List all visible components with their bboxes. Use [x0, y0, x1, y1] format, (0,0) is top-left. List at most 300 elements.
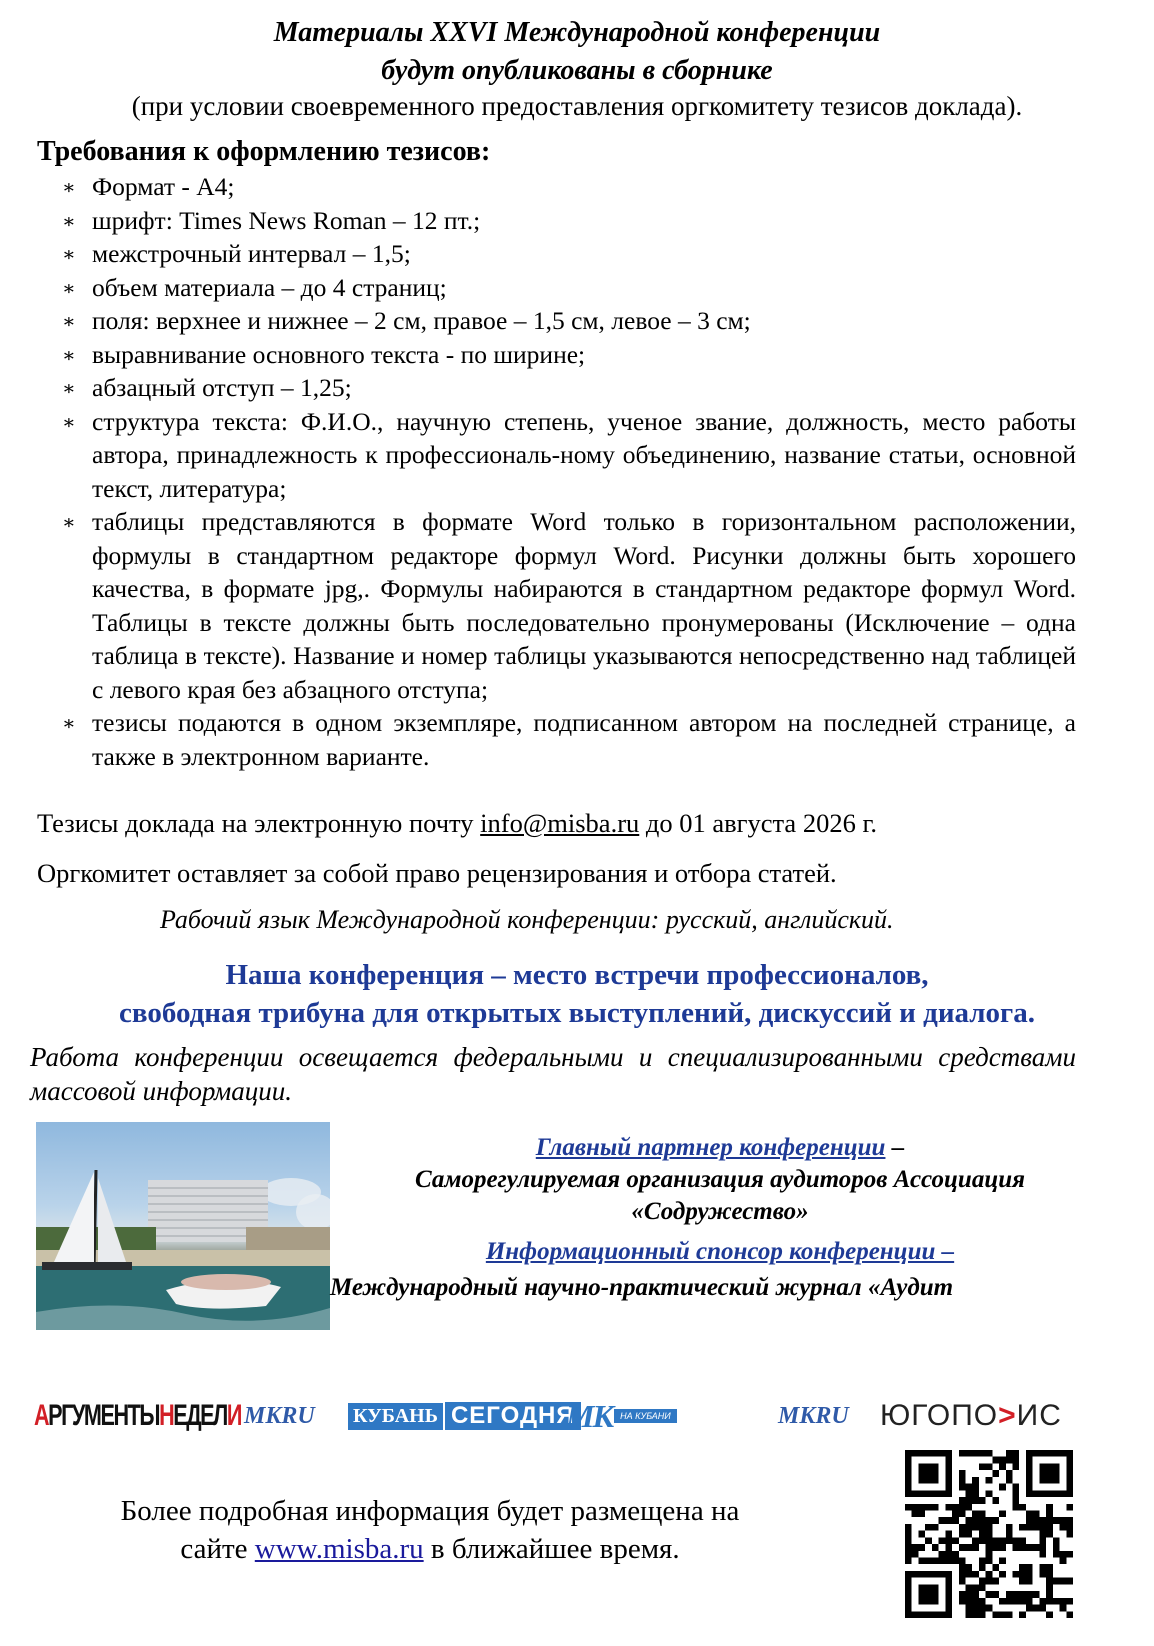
qr-module	[1039, 1490, 1046, 1497]
qr-module	[992, 1611, 999, 1618]
qr-module	[925, 1558, 932, 1565]
qr-module	[972, 1598, 979, 1605]
qr-module	[965, 1598, 972, 1605]
main-partner-link[interactable]: Главный партнер конференции	[535, 1134, 886, 1161]
qr-module	[986, 1450, 993, 1457]
qr-module	[905, 1470, 912, 1477]
qr-module	[992, 1457, 999, 1464]
review-note: Оргкомитет оставляет за собой право рецензирования и отбора статей.	[37, 858, 837, 888]
qr-module	[1053, 1470, 1060, 1477]
website-link[interactable]: www.misba.ru	[254, 1533, 424, 1565]
qr-module	[965, 1524, 972, 1531]
qr-module	[1026, 1457, 1033, 1464]
qr-module	[1046, 1564, 1053, 1571]
qr-module	[905, 1571, 912, 1578]
qr-module	[1046, 1611, 1053, 1618]
qr-module	[1039, 1571, 1046, 1578]
qr-module	[1013, 1591, 1020, 1598]
qr-module	[1060, 1605, 1067, 1612]
qr-module	[1066, 1504, 1073, 1511]
header-line-1: Материалы XXVI Международной конференции	[273, 17, 881, 48]
info-sponsor-link[interactable]: Информационный спонсор конференции –	[485, 1238, 955, 1265]
qr-module	[979, 1564, 986, 1571]
qr-module	[1033, 1517, 1040, 1524]
qr-module	[999, 1463, 1006, 1470]
header-line-2: будут опубликованы в сборнике	[381, 55, 773, 86]
qr-module	[1013, 1490, 1020, 1497]
qr-module	[905, 1584, 912, 1591]
qr-module	[945, 1463, 952, 1470]
qr-module	[1039, 1537, 1046, 1544]
qr-module	[1006, 1531, 1013, 1538]
qr-module	[1039, 1524, 1046, 1531]
slogan-line-1: Наша конференция – место встречи профессионалов,	[225, 959, 929, 991]
qr-module	[905, 1457, 912, 1464]
qr-module	[905, 1551, 912, 1558]
requirement-text: Формат - А4;	[92, 172, 235, 201]
qr-module	[1033, 1544, 1040, 1551]
qr-module	[1046, 1584, 1053, 1591]
qr-module	[918, 1611, 925, 1618]
qr-module	[1026, 1598, 1033, 1605]
qr-module	[945, 1517, 952, 1524]
qr-module	[979, 1558, 986, 1565]
bullet-asterisk-icon: ∗	[62, 277, 76, 300]
requirement-text: тезисы подаются в одном экземпляре, подписанном автором на последней странице, а также в электронном варианте.	[92, 708, 1076, 771]
qr-module	[965, 1571, 972, 1578]
qr-module	[959, 1484, 966, 1491]
qr-module	[905, 1598, 912, 1605]
qr-module	[912, 1544, 919, 1551]
requirement-text: абзацный отступ – 1,25;	[92, 373, 352, 402]
qr-module	[932, 1470, 939, 1477]
qr-module	[1046, 1490, 1053, 1497]
qr-module	[905, 1611, 912, 1618]
qr-module	[918, 1510, 925, 1517]
qr-module	[979, 1537, 986, 1544]
qr-module	[972, 1490, 979, 1497]
qr-module	[945, 1544, 952, 1551]
qr-module	[912, 1504, 919, 1511]
qr-module	[1039, 1598, 1046, 1605]
qr-module	[986, 1477, 993, 1484]
media-note: Работа конференции освещается федеральными и специализированными средствами массовой информации.	[30, 1042, 1076, 1106]
qr-module	[972, 1537, 979, 1544]
qr-module	[932, 1544, 939, 1551]
qr-module	[1066, 1551, 1073, 1558]
requirement-item	[62, 338, 1076, 372]
qr-module	[1053, 1463, 1060, 1470]
requirement-item	[62, 204, 1076, 238]
qr-module	[905, 1490, 912, 1497]
qr-module	[992, 1497, 999, 1504]
qr-module	[905, 1544, 912, 1551]
qr-module	[959, 1564, 966, 1571]
qr-module	[972, 1611, 979, 1618]
qr-module	[1019, 1611, 1026, 1618]
qr-module	[1060, 1524, 1067, 1531]
qr-module	[952, 1510, 959, 1517]
qr-module	[1033, 1605, 1040, 1612]
qr-module	[905, 1504, 912, 1511]
qr-module	[1060, 1551, 1067, 1558]
qr-module	[952, 1558, 959, 1565]
qr-module	[1006, 1598, 1013, 1605]
qr-module	[1033, 1524, 1040, 1531]
qr-module	[1026, 1470, 1033, 1477]
bullet-asterisk-icon: ∗	[62, 210, 76, 233]
bullet-asterisk-icon: ∗	[62, 177, 76, 199]
bullet-asterisk-icon: ∗	[62, 244, 76, 266]
requirement-text: объем материала – до 4 страниц;	[92, 272, 447, 302]
qr-module	[959, 1558, 966, 1565]
qr-module	[1066, 1477, 1073, 1484]
qr-module	[1026, 1544, 1033, 1551]
requirement-text: структура текста: Ф.И.О., научную степень, ученое звание, должность, место работы автора, принадлежность к профессиональ-ному объединению, название статьи, основной текст, литература;	[92, 406, 1076, 503]
qr-module	[986, 1517, 993, 1524]
qr-module	[1053, 1544, 1060, 1551]
footer-line-1: Более подробная информация будет размещена на	[120, 1495, 740, 1527]
qr-module	[945, 1591, 952, 1598]
qr-module	[1039, 1517, 1046, 1524]
qr-module	[1066, 1470, 1073, 1477]
qr-module	[979, 1531, 986, 1538]
qr-module	[992, 1517, 999, 1524]
qr-module	[979, 1598, 986, 1605]
logo-mk-na-kubani: МК НА КУБАНИ	[566, 1398, 677, 1434]
qr-module	[925, 1584, 932, 1591]
qr-module	[1006, 1591, 1013, 1598]
qr-module	[1060, 1598, 1067, 1605]
qr-module	[932, 1477, 939, 1484]
qr-module	[965, 1531, 972, 1538]
requirement-text: межстрочный интервал – 1,5;	[92, 239, 411, 268]
qr-module	[1039, 1477, 1046, 1484]
qr-module	[939, 1537, 946, 1544]
qr-module	[959, 1477, 966, 1484]
qr-module	[986, 1591, 993, 1598]
qr-module	[1026, 1517, 1033, 1524]
qr-module	[965, 1584, 972, 1591]
qr-module	[1013, 1571, 1020, 1578]
qr-module	[952, 1504, 959, 1511]
requirement-text: таблицы представляются в формате Word только в горизонтальном расположении, формулы в стандартном редакторе формул Word. Рисунки должны быть хорошего качества, в формате jpg,. Формулы набираются в стандартном редакторе формул Word. Таблицы в тексте должны быть последовательно пронумерованы (Исключение – одна таблица в тексте). Название и номер таблицы указываются непосредственно над таблицей с левого края без абзацного отступа;	[92, 507, 1076, 704]
qr-module	[1039, 1551, 1046, 1558]
qr-module	[1046, 1517, 1053, 1524]
qr-module	[959, 1571, 966, 1578]
qr-module	[945, 1611, 952, 1618]
qr-module	[932, 1558, 939, 1565]
qr-module	[1019, 1544, 1026, 1551]
qr-module	[1053, 1477, 1060, 1484]
qr-module	[932, 1611, 939, 1618]
requirements-list	[62, 170, 1076, 773]
qr-module	[1013, 1450, 1020, 1457]
qr-module	[945, 1578, 952, 1585]
qr-module	[965, 1544, 972, 1551]
qr-module	[1066, 1517, 1073, 1524]
qr-module	[1026, 1605, 1033, 1612]
slogan	[0, 956, 1154, 1032]
qr-module	[986, 1463, 993, 1470]
qr-module	[965, 1450, 972, 1457]
requirement-item	[62, 170, 1076, 204]
qr-module	[1033, 1510, 1040, 1517]
qr-module	[945, 1551, 952, 1558]
qr-module	[992, 1470, 999, 1477]
qr-module	[1026, 1477, 1033, 1484]
qr-module	[939, 1558, 946, 1565]
requirement-item	[62, 304, 1076, 338]
qr-module	[918, 1470, 925, 1477]
qr-module	[918, 1504, 925, 1511]
qr-module	[1026, 1510, 1033, 1517]
qr-module	[992, 1537, 999, 1544]
qr-module	[959, 1544, 966, 1551]
qr-module	[986, 1531, 993, 1538]
qr-module	[925, 1477, 932, 1484]
qr-module	[1060, 1450, 1067, 1457]
qr-module	[932, 1584, 939, 1591]
bullet-asterisk-icon: ∗	[62, 311, 76, 333]
qr-module	[918, 1571, 925, 1578]
qr-module	[1066, 1578, 1073, 1585]
qr-module	[932, 1490, 939, 1497]
qr-module	[1019, 1598, 1026, 1605]
qr-module	[952, 1537, 959, 1544]
qr-module	[999, 1611, 1006, 1618]
qr-module	[965, 1517, 972, 1524]
qr-module	[905, 1477, 912, 1484]
requirements-title: Требования к оформлению тезисов:	[37, 136, 491, 167]
email-link[interactable]: info@misba.ru	[480, 808, 640, 838]
qr-code-icon[interactable]	[905, 1450, 1073, 1618]
qr-module	[945, 1598, 952, 1605]
qr-module	[905, 1524, 912, 1531]
qr-module	[925, 1470, 932, 1477]
qr-module	[945, 1571, 952, 1578]
qr-module	[939, 1551, 946, 1558]
qr-module	[1046, 1470, 1053, 1477]
submission-prefix: Тезисы доклада на электронную почту	[37, 808, 481, 838]
qr-module	[972, 1584, 979, 1591]
qr-module	[1066, 1531, 1073, 1538]
qr-module	[1006, 1450, 1013, 1457]
qr-module	[945, 1531, 952, 1538]
qr-module	[945, 1558, 952, 1565]
qr-module	[925, 1591, 932, 1598]
qr-module	[1039, 1450, 1046, 1457]
qr-module	[979, 1517, 986, 1524]
qr-module	[1039, 1531, 1046, 1538]
qr-module	[905, 1484, 912, 1491]
qr-module	[972, 1450, 979, 1457]
qr-module	[986, 1544, 993, 1551]
qr-module	[1006, 1524, 1013, 1531]
qr-module	[979, 1463, 986, 1470]
logo-mkru: MKRU	[244, 1402, 315, 1429]
qr-module	[918, 1450, 925, 1457]
qr-module	[1033, 1490, 1040, 1497]
qr-module	[912, 1450, 919, 1457]
qr-module	[979, 1605, 986, 1612]
qr-module	[918, 1591, 925, 1598]
qr-module	[1013, 1598, 1020, 1605]
qr-module	[952, 1551, 959, 1558]
qr-module	[979, 1510, 986, 1517]
qr-module	[1013, 1457, 1020, 1464]
qr-module	[1060, 1490, 1067, 1497]
qr-module	[1039, 1470, 1046, 1477]
qr-module	[986, 1551, 993, 1558]
qr-module	[1019, 1524, 1026, 1531]
qr-module	[999, 1571, 1006, 1578]
qr-module	[1006, 1470, 1013, 1477]
qr-module	[972, 1477, 979, 1484]
qr-module	[932, 1524, 939, 1531]
qr-module	[1046, 1531, 1053, 1538]
qr-module	[925, 1524, 932, 1531]
qr-module	[1046, 1504, 1053, 1511]
qr-module	[1019, 1591, 1026, 1598]
qr-module	[932, 1450, 939, 1457]
info-sponsor-name: Международный научно-практический журнал «Аудит	[330, 1274, 954, 1301]
qr-module	[939, 1490, 946, 1497]
qr-module	[979, 1524, 986, 1531]
qr-module	[939, 1450, 946, 1457]
logo-yugopolis: ЮГОПО > ИС	[880, 1399, 1062, 1432]
qr-module	[1053, 1598, 1060, 1605]
qr-module	[965, 1504, 972, 1511]
qr-module	[999, 1457, 1006, 1464]
qr-module	[1053, 1490, 1060, 1497]
qr-module	[939, 1517, 946, 1524]
header-title	[0, 14, 1154, 90]
qr-module	[918, 1490, 925, 1497]
main-partner-dash: –	[885, 1134, 905, 1161]
qr-module	[1066, 1598, 1073, 1605]
language-note: Рабочий язык Международной конференции: русский, английский.	[160, 905, 894, 934]
qr-module	[918, 1477, 925, 1484]
qr-module	[918, 1584, 925, 1591]
qr-module	[959, 1504, 966, 1511]
qr-module	[945, 1477, 952, 1484]
qr-module	[972, 1571, 979, 1578]
qr-module	[945, 1537, 952, 1544]
qr-module	[979, 1584, 986, 1591]
qr-module	[1026, 1578, 1033, 1585]
qr-module	[959, 1591, 966, 1598]
qr-module	[1039, 1605, 1046, 1612]
main-partner-name-2: «Содружество»	[631, 1198, 809, 1225]
qr-module	[1066, 1484, 1073, 1491]
qr-module	[999, 1544, 1006, 1551]
qr-module	[905, 1531, 912, 1538]
qr-module	[965, 1497, 972, 1504]
qr-module	[1013, 1463, 1020, 1470]
qr-module	[918, 1598, 925, 1605]
qr-module	[939, 1611, 946, 1618]
logo-kuban-segodnya: КУБАНЬ СЕГОДНЯ	[348, 1401, 581, 1431]
qr-module	[999, 1598, 1006, 1605]
qr-module	[905, 1537, 912, 1544]
qr-module	[1026, 1484, 1033, 1491]
qr-module	[965, 1591, 972, 1598]
qr-module	[1013, 1484, 1020, 1491]
bullet-asterisk-icon: ∗	[62, 378, 76, 400]
qr-module	[959, 1470, 966, 1477]
bullet-asterisk-icon: ∗	[62, 344, 76, 367]
qr-module	[986, 1558, 993, 1565]
qr-module	[1006, 1477, 1013, 1484]
qr-module	[1046, 1463, 1053, 1470]
qr-module	[932, 1591, 939, 1598]
qr-module	[1066, 1450, 1073, 1457]
qr-module	[1026, 1450, 1033, 1457]
qr-module	[945, 1605, 952, 1612]
qr-module	[925, 1598, 932, 1605]
qr-module	[1019, 1578, 1026, 1585]
qr-module	[972, 1591, 979, 1598]
qr-module	[932, 1598, 939, 1605]
qr-module	[1026, 1490, 1033, 1497]
qr-module	[1046, 1578, 1053, 1585]
qr-module	[1060, 1558, 1067, 1565]
requirement-text: шрифт: Times News Roman – 12 пт.;	[92, 205, 481, 235]
qr-module	[945, 1457, 952, 1464]
qr-module	[986, 1578, 993, 1585]
qr-module	[1039, 1544, 1046, 1551]
qr-module	[965, 1605, 972, 1612]
qr-module	[912, 1571, 919, 1578]
qr-module	[1006, 1611, 1013, 1618]
qr-module	[959, 1510, 966, 1517]
qr-module	[986, 1571, 993, 1578]
qr-module	[965, 1564, 972, 1571]
qr-module	[979, 1611, 986, 1618]
qr-module	[1053, 1537, 1060, 1544]
qr-module	[1013, 1544, 1020, 1551]
qr-module	[925, 1571, 932, 1578]
qr-module	[1053, 1551, 1060, 1558]
qr-module	[1026, 1591, 1033, 1598]
requirement-item	[62, 371, 1076, 405]
qr-module	[1060, 1517, 1067, 1524]
bullet-asterisk-icon: ∗	[62, 713, 76, 735]
qr-module	[972, 1605, 979, 1612]
qr-module	[905, 1558, 912, 1565]
requirement-text: выравнивание основного текста - по ширине;	[92, 339, 586, 369]
qr-module	[1066, 1524, 1073, 1531]
qr-module	[918, 1558, 925, 1565]
qr-module	[945, 1584, 952, 1591]
qr-module	[945, 1450, 952, 1457]
qr-module	[972, 1484, 979, 1491]
qr-module	[959, 1531, 966, 1538]
qr-module	[1026, 1571, 1033, 1578]
qr-module	[1066, 1457, 1073, 1464]
qr-module	[972, 1517, 979, 1524]
qr-module	[1019, 1504, 1026, 1511]
qr-module	[999, 1484, 1006, 1491]
bullet-asterisk-icon: ∗	[62, 512, 76, 534]
qr-module	[1046, 1524, 1053, 1531]
qr-module	[992, 1544, 999, 1551]
qr-module	[905, 1591, 912, 1598]
qr-module	[945, 1490, 952, 1497]
requirement-item	[62, 237, 1076, 271]
qr-module	[945, 1470, 952, 1477]
